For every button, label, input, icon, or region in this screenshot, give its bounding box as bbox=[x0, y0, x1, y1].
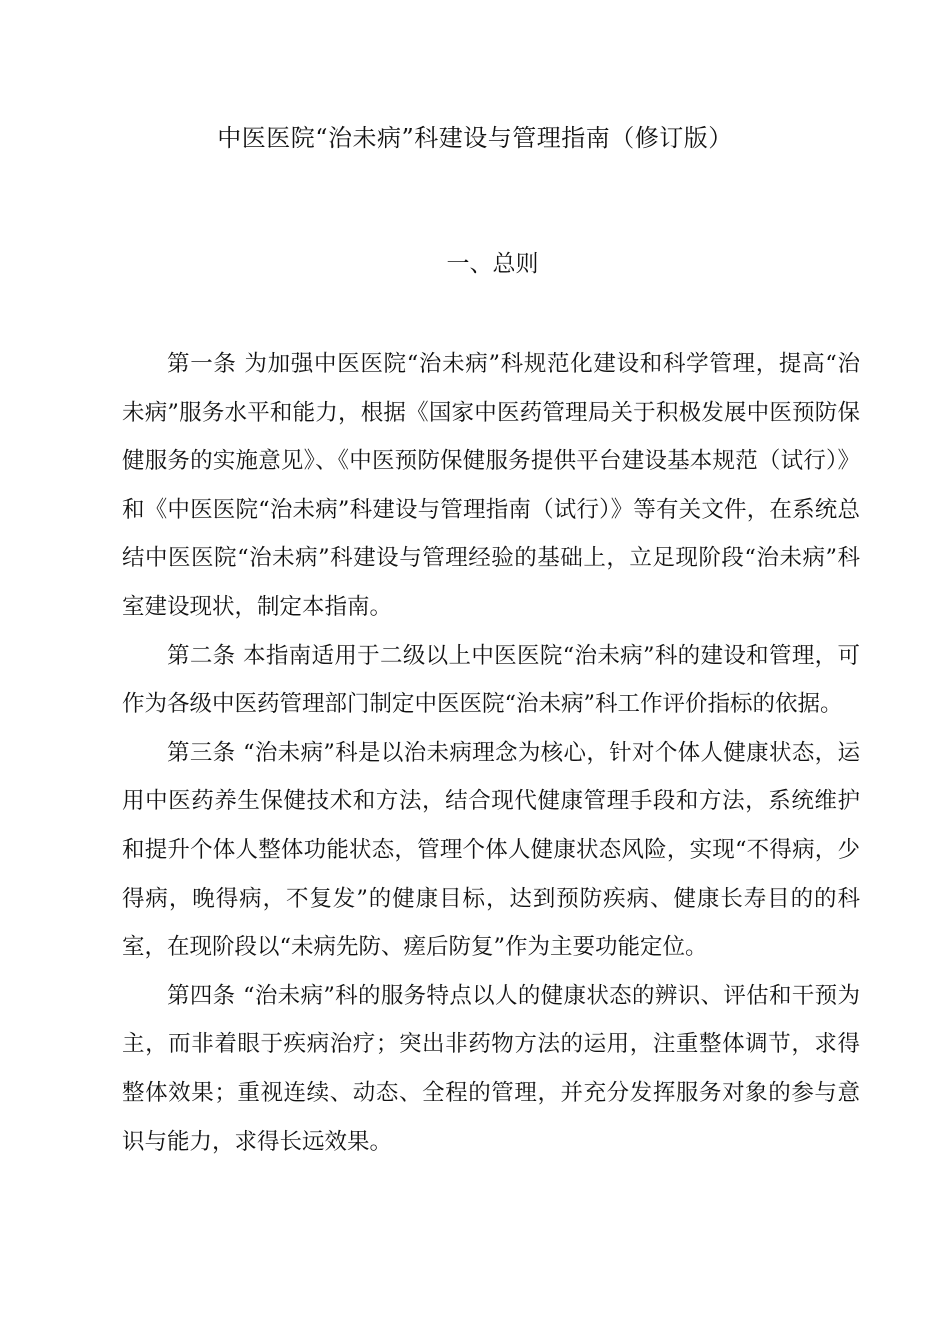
article-3-paragraph: 第三条 “治未病”科是以治未病理念为核心，针对个体人健康状态，运用中医药养生保健技术和方法，结合现代健康管理手段和方法，系统维护和提升个体人整体功能状态，管理个体人健康状态风险，实现“不得病，少得病，晚得病，不复发”的健康目标，达到预防疾病、健康长寿目的的科室，在现阶段以“未病先防、瘥后防复”作为主要功能定位。 bbox=[122, 739, 860, 961]
section-heading: 一、总则 bbox=[446, 251, 539, 277]
article-2-paragraph: 第二条 本指南适用于二级以上中医医院“治未病”科的建设和管理，可作为各级中医药管理部门制定中医医院“治未病”科工作评价指标的依据。 bbox=[122, 642, 860, 718]
document-title: 中医医院“治未病”科建设与管理指南（修订版） bbox=[217, 124, 733, 152]
document-body bbox=[122, 340, 860, 1166]
article-4-paragraph: 第四条 “治未病”科的服务特点以人的健康状态的辨识、评估和干预为主，而非着眼于疾病治疗；突出非药物方法的运用，注重整体调节，求得整体效果；重视连续、动态、全程的管理，并充分发挥服务对象的参与意识与能力，求得长远效果。 bbox=[122, 982, 860, 1155]
article-1-paragraph: 第一条 为加强中医医院“治未病”科规范化建设和科学管理，提高“治未病”服务水平和能力，根据《国家中医药管理局关于积极发展中医预防保健服务的实施意见》、《中医预防保健服务提供平台建设基本规范（试行）》和《中医医院“治未病”科建设与管理指南（试行）》等有关文件，在系统总结中医医院“治未病”科建设与管理经验的基础上，立足现阶段“治未病”科室建设现状，制定本指南。 bbox=[122, 351, 860, 620]
